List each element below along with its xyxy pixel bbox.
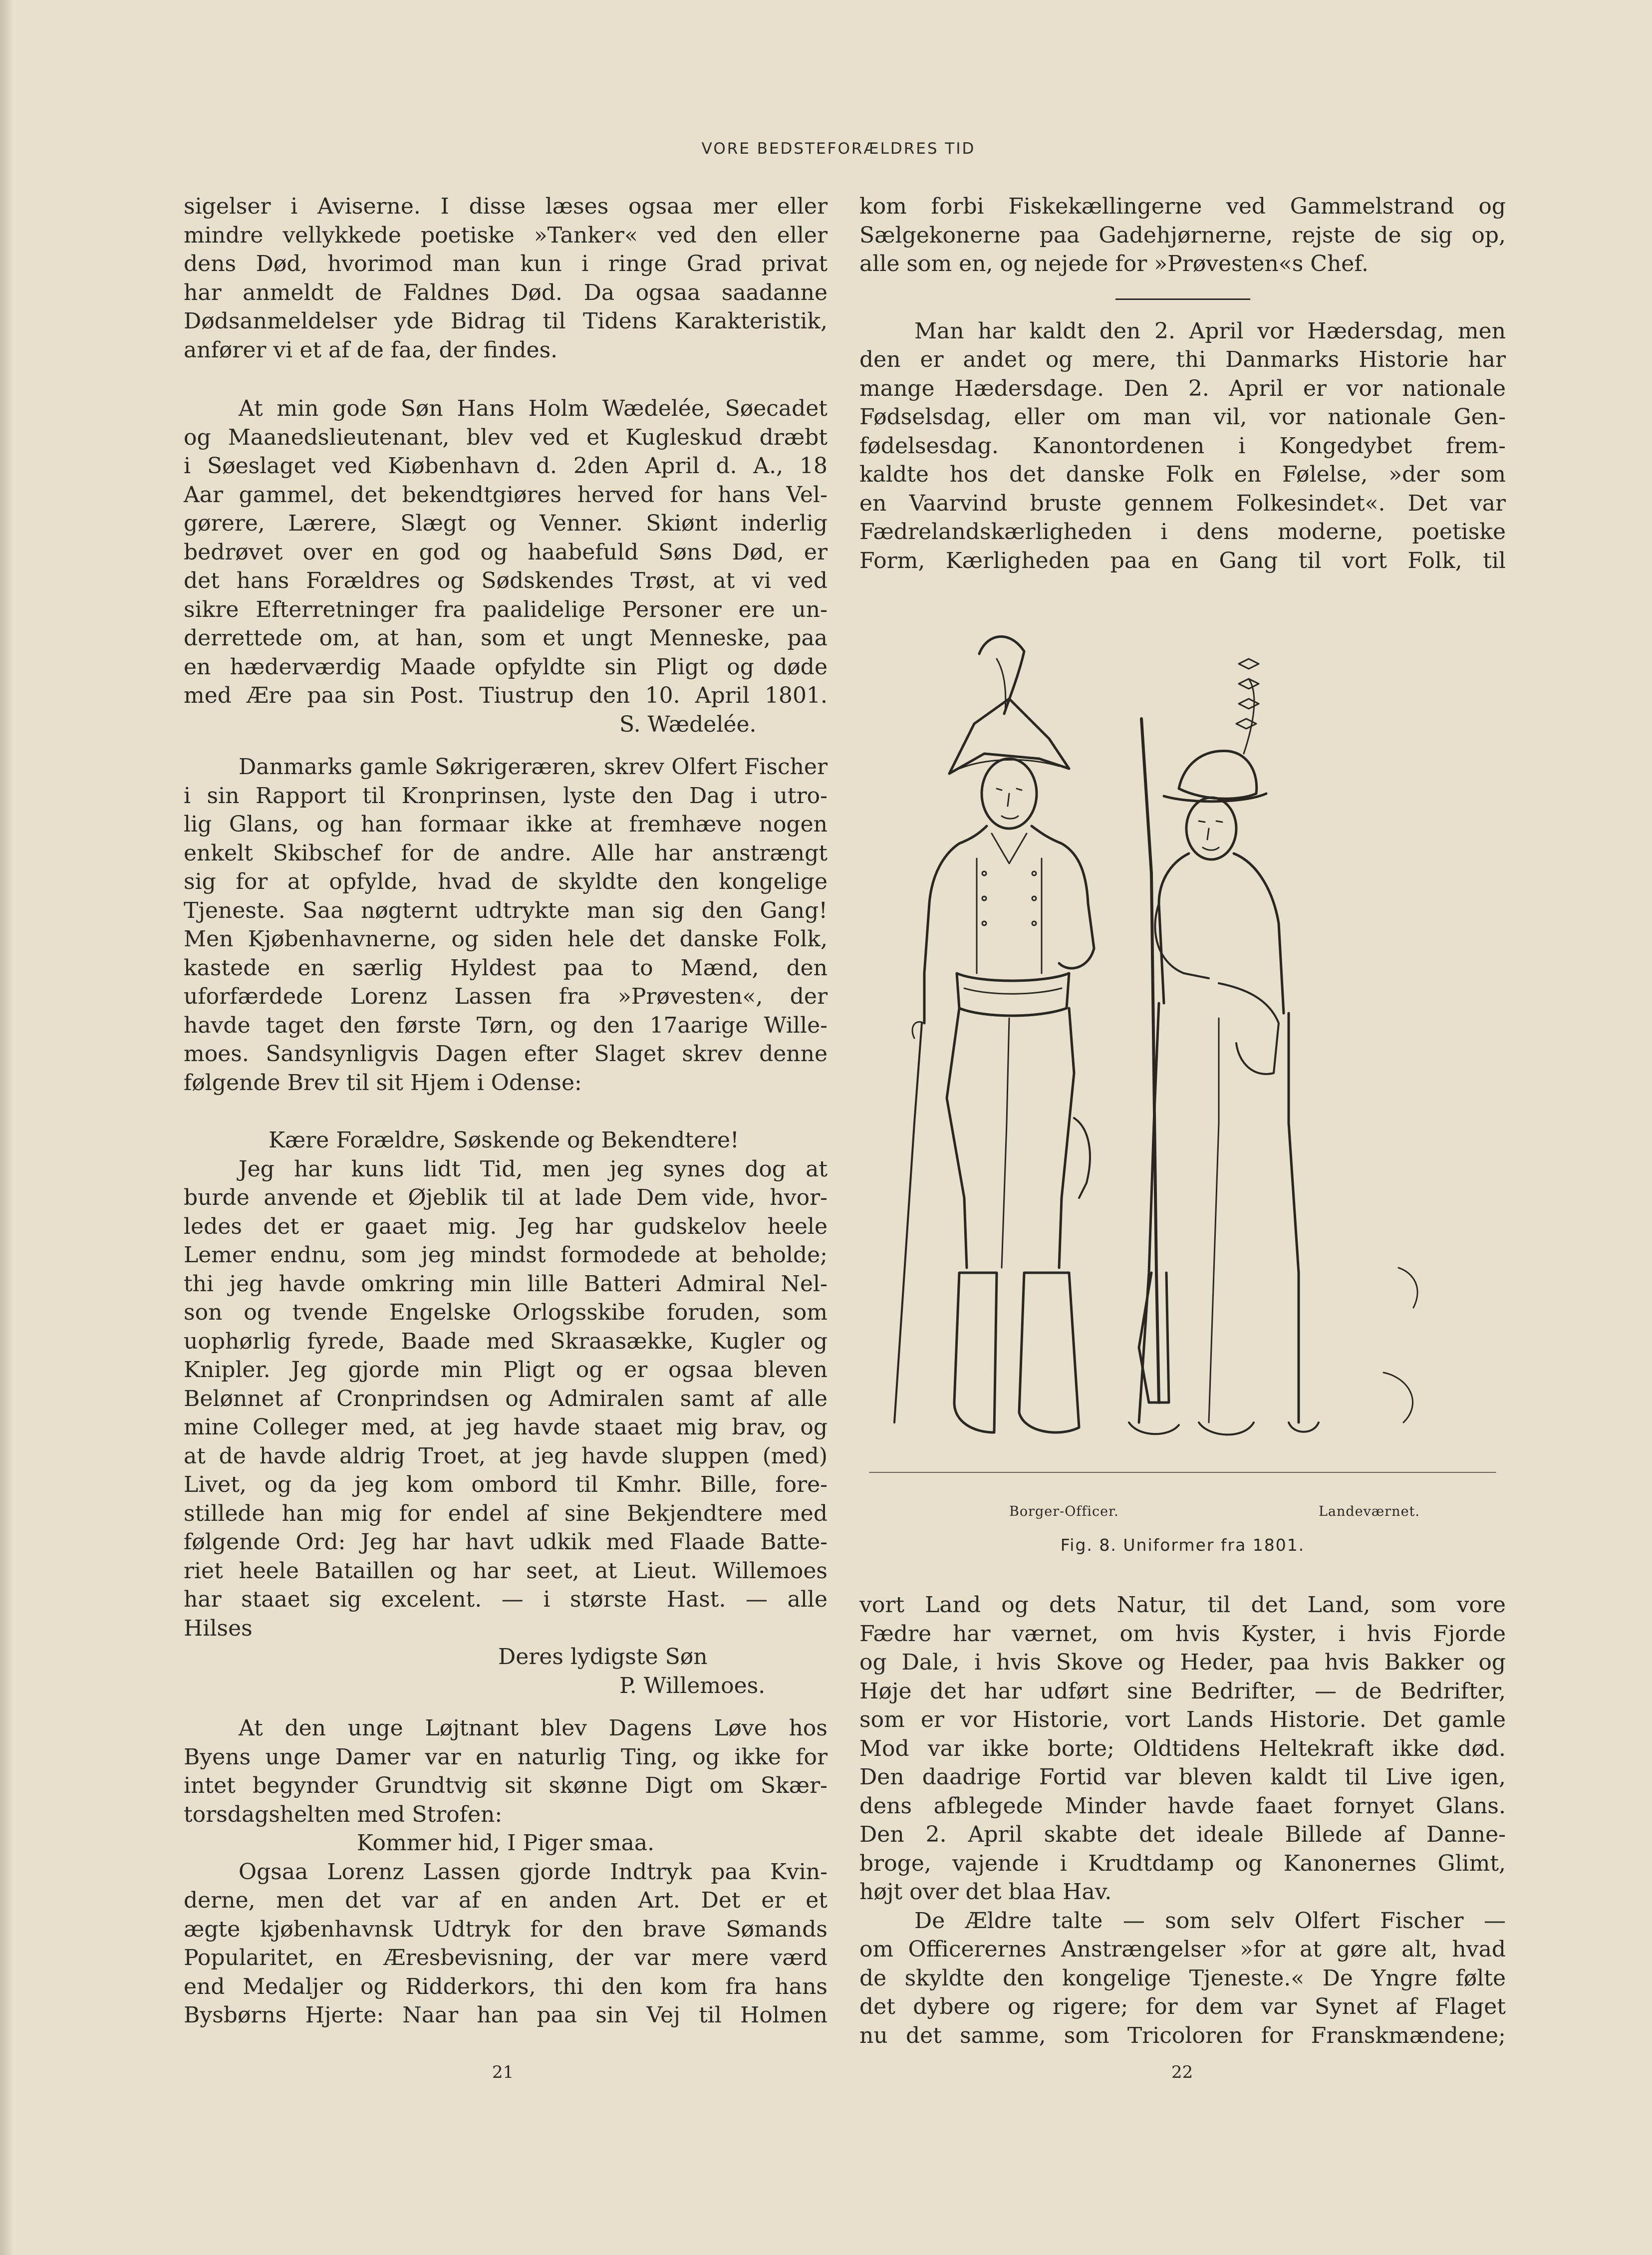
letter-line: Jeg har kuns lidt Tid, men jeg synes dog at — [239, 1156, 827, 1182]
paragraph-line: om Officerernes Anstrængelser »for at gøre alt, hvad — [859, 1937, 1506, 1962]
right-column-bottom — [859, 1591, 1506, 2050]
left-column — [184, 192, 827, 2030]
paragraph-line: nu det samme, som Tricoloren for Franskmændene; — [859, 2022, 1506, 2048]
soldier-figure — [1129, 659, 1417, 1434]
verse-line: Kommer hid, I Piger smaa. — [356, 1830, 655, 1856]
letter-line: at de havde aldrig Troet, at jeg havde sluppen (med) — [184, 1443, 827, 1469]
paragraph-line: i Søeslaget ved Kiøbenhavn d. 2den April d. A., 18 — [184, 453, 827, 479]
paragraph-line: havde taget den første Tørn, og den 17aarige Wille- — [184, 1012, 827, 1038]
paragraph-line: Popularitet, en Æresbevisning, der var mere værd — [184, 1945, 827, 1971]
paragraph-line: Ogsaa Lorenz Lassen gjorde Indtryk paa Kvin- — [239, 1859, 827, 1885]
paragraph-line: i sin Rapport til Kronprinsen, lyste den Dag i utro- — [184, 783, 827, 809]
paragraph-line: uforfærdede Lorenz Lassen fra »Prøvesten«, der — [184, 984, 827, 1009]
paragraph-line: det dybere og rigere; for dem var Synet af Flaget — [859, 1994, 1506, 2019]
paragraph-line: det hans Forældres og Sødskendes Trøst, at vi ved — [184, 568, 827, 593]
paragraph-line: kastede en særlig Hyldest paa to Mænd, den — [184, 955, 827, 981]
letter-line: burde anvende et Øjeblik til at lade Dem vide, hvor- — [184, 1185, 827, 1210]
paragraph-line: Høje det har udført sine Bedrifter, — de Bedrifter, — [859, 1678, 1506, 1704]
paragraph-line: Dødsanmeldelser yde Bidrag til Tidens Karakteristik, — [184, 308, 827, 334]
paragraph-line: og Maanedslieutenant, blev ved et Kugleskud dræbt — [184, 424, 827, 450]
paragraph-line: Form, Kærligheden paa en Gang til vort Folk, til — [859, 548, 1506, 573]
paragraph-line: gørere, Lærere, Slægt og Venner. Skiønt inderlig — [184, 511, 827, 536]
letter-closing: Deres lydigste Søn — [498, 1644, 708, 1670]
uniforms-illustration — [859, 624, 1506, 1502]
book-binding-edge — [0, 0, 13, 2255]
paragraph-line: med Ære paa sin Post. Tiustrup den 10. April 1801. — [184, 683, 827, 708]
paragraph-line: moes. Sandsynligvis Dagen efter Slaget skrev denne — [184, 1041, 827, 1067]
letter-line: Hilses — [184, 1615, 253, 1641]
paragraph-line: alle som en, og nejede for »Prøvesten«s Chef. — [859, 251, 1369, 277]
letter-line: følgende Ord: Jeg har havt udkik med Flaade Batte- — [184, 1529, 827, 1555]
paragraph-line: den er andet og mere, thi Danmarks Historie har — [859, 347, 1506, 372]
letter-line: ledes det er gaaet mig. Jeg har gudskelov heele — [184, 1213, 827, 1239]
letter-line: son og tvende Engelske Orlogsskibe foruden, som — [184, 1300, 827, 1325]
letter-line: Belønnet af Cronprindsen og Admiralen samt af alle — [184, 1386, 827, 1411]
letter-line: riet heele Bataillen og har seet, at Lieut. Willemoes — [184, 1558, 827, 1584]
paragraph-line: De Ældre talte — som selv Olfert Fischer — — [914, 1908, 1506, 1934]
paragraph-line: har anmeldt de Faldnes Død. Da ogsaa saadanne — [184, 280, 827, 305]
letter-line: har staaet sig excelent. — i største Hast. — alle — [184, 1587, 827, 1612]
paragraph-line: og Dale, i hvis Skove og Heder, paa hvis Bakker og — [859, 1650, 1506, 1675]
paragraph-line: anfører vi et af de faa, der findes. — [184, 337, 558, 363]
running-title: VORE BEDSTEFORÆLDRES TID — [701, 140, 976, 158]
officer-figure — [894, 636, 1094, 1432]
paragraph-line: Fædrelandskærligheden i dens moderne, poetiske — [859, 519, 1506, 545]
notice-signature: S. Wædelée. — [619, 711, 757, 737]
paragraph-line: sig for at opfylde, hvad de skyldte den kongelige — [184, 869, 827, 894]
paragraph-line: derne, men det var af en anden Art. Det er et — [184, 1888, 827, 1913]
paragraph-line: mindre vellykkede poetiske »Tanker« ved den eller — [184, 222, 827, 248]
paragraph-line: sigelser i Aviserne. I disse læses ogsaa mer eller — [184, 194, 827, 219]
paragraph-line: lig Glans, og han formaar ikke at fremhæve nogen — [184, 812, 827, 837]
paragraph-line: Men Kjøbenhavnerne, og siden hele det danske Folk, — [184, 926, 827, 952]
letter-line: mine Colleger med, at jeg havde staaet mig brav, og — [184, 1414, 827, 1440]
paragraph-line: ægte kjøbenhavnsk Udtryk for den brave Sømands — [184, 1916, 827, 1942]
paragraph-line: sikre Efterretninger fra paalidelige Personer ere un- — [184, 596, 827, 622]
figure-caption: Fig. 8. Uniformer fra 1801. — [1060, 1535, 1305, 1555]
paragraph-line: broge, vajende i Krudtdamp og Kanonernes Glimt, — [859, 1850, 1506, 1876]
paragraph-line: torsdagshelten med Strofen: — [184, 1801, 503, 1827]
letter-greeting: Kære Forældre, Søskende og Bekendtere! — [269, 1128, 739, 1153]
paragraph-line: Tjeneste. Saa nøgternt udtrykte man sig den Gang! — [184, 897, 827, 923]
letter-line: Lemer endnu, som jeg mindst formodede at beholde; — [184, 1242, 827, 1268]
paragraph-line: Aar gammel, det bekendtgiøres herved for hans Vel- — [184, 482, 827, 508]
paragraph-line: som er vor Historie, vort Lands Historie. Det gamle — [859, 1707, 1506, 1732]
paragraph-line: følgende Brev til sit Hjem i Odense: — [184, 1070, 582, 1096]
paragraph-line: fødelsesdag. Kanontordenen i Kongedybet frem- — [859, 433, 1506, 459]
paragraph-line: derrettede om, at han, som et ungt Menneske, paa — [184, 625, 827, 651]
paragraph-line: kaldte hos det danske Folk en Følelse, »der som — [859, 462, 1506, 487]
letter-line: Livet, og da jeg kom ombord til Kmhr. Bille, fore- — [184, 1472, 827, 1497]
paragraph-line: Fødselsdag, eller om man vil, vor nationale Gen- — [859, 404, 1506, 430]
letter-line: stillede han mig for endel af sine Bekjendtere med — [184, 1500, 827, 1526]
paragraph-line: en hæderværdig Maade opfyldte sin Pligt og døde — [184, 654, 827, 680]
paragraph-line: At den unge Løjtnant blev Dagens Løve hos — [239, 1715, 827, 1741]
letter-signature: P. Willemoes. — [619, 1673, 766, 1698]
paragraph-line: Man har kaldt den 2. April vor Hædersdag, men — [914, 318, 1506, 344]
paragraph-line: bedrøvet over en god og haabefuld Søns Død, er — [184, 539, 827, 565]
paragraph-line: Den 2. April skabte det ideale Billede af Danne- — [859, 1822, 1506, 1847]
paragraph-line: Den daadrige Fortid var bleven kaldt til Live igen, — [859, 1764, 1506, 1790]
right-column-top — [859, 192, 1506, 575]
section-divider — [1115, 298, 1250, 300]
paragraph-line: enkelt Skibschef for de andre. Alle har anstrængt — [184, 840, 827, 866]
letter-line: thi jeg havde omkring min lille Batteri Admiral Nel- — [184, 1271, 827, 1297]
paragraph-line: en Vaarvind bruste gennem Folkesindet«. Det var — [859, 490, 1506, 516]
paragraph-line: dens afblegede Minder havde faaet fornyet Glans. — [859, 1793, 1506, 1819]
paragraph-line: Mod var ikke borte; Oldtidens Heltekraft ikke død. — [859, 1735, 1506, 1761]
letter-line: Knipler. Jeg gjorde min Pligt og er ogsaa bleven — [184, 1357, 827, 1383]
page-number-left: 21 — [492, 2062, 514, 2082]
paragraph-line: end Medaljer og Ridderkors, thi den kom fra hans — [184, 1973, 827, 1999]
paragraph-line: Bysbørns Hjerte: Naar han paa sin Vej til Holmen — [184, 2002, 827, 2028]
paragraph-line: intet begynder Grundtvig sit skønne Digt om Skær- — [184, 1773, 827, 1798]
paragraph-line: kom forbi Fiskekællingerne ved Gammelstrand og — [859, 194, 1506, 219]
figure-label-right: Landeværnet. — [1319, 1504, 1420, 1519]
letter-line: uophørlig fyrede, Baade med Skraasække, Kugler og — [184, 1328, 827, 1354]
uniform-figure — [859, 624, 1506, 1570]
paragraph-line: Fædre har værnet, om hvis Kyster, i hvis Fjorde — [859, 1621, 1506, 1647]
page-number-right: 22 — [1171, 2062, 1193, 2082]
paragraph-line: Danmarks gamle Søkrigeræren, skrev Olfert Fischer — [239, 754, 827, 780]
paragraph-line: dens Død, hvorimod man kun i ringe Grad privat — [184, 251, 827, 277]
paragraph-line: vort Land og dets Natur, til det Land, som vore — [859, 1592, 1506, 1618]
paragraph-line: Byens unge Damer var en naturlig Ting, og ikke for — [184, 1744, 827, 1770]
paragraph-line: højt over det blaa Hav. — [859, 1879, 1112, 1905]
paragraph-line: Sælgekonerne paa Gadehjørnerne, rejste de sig op, — [859, 222, 1506, 248]
paragraph-line: At min gode Søn Hans Holm Wædelée, Søecadet — [239, 396, 827, 421]
paragraph-line: de skyldte den kongelige Tjeneste.« De Yngre følte — [859, 1965, 1506, 1991]
figure-label-left: Borger-Officer. — [1009, 1504, 1119, 1519]
paragraph-line: mange Hædersdage. Den 2. April er vor nationale — [859, 375, 1506, 401]
